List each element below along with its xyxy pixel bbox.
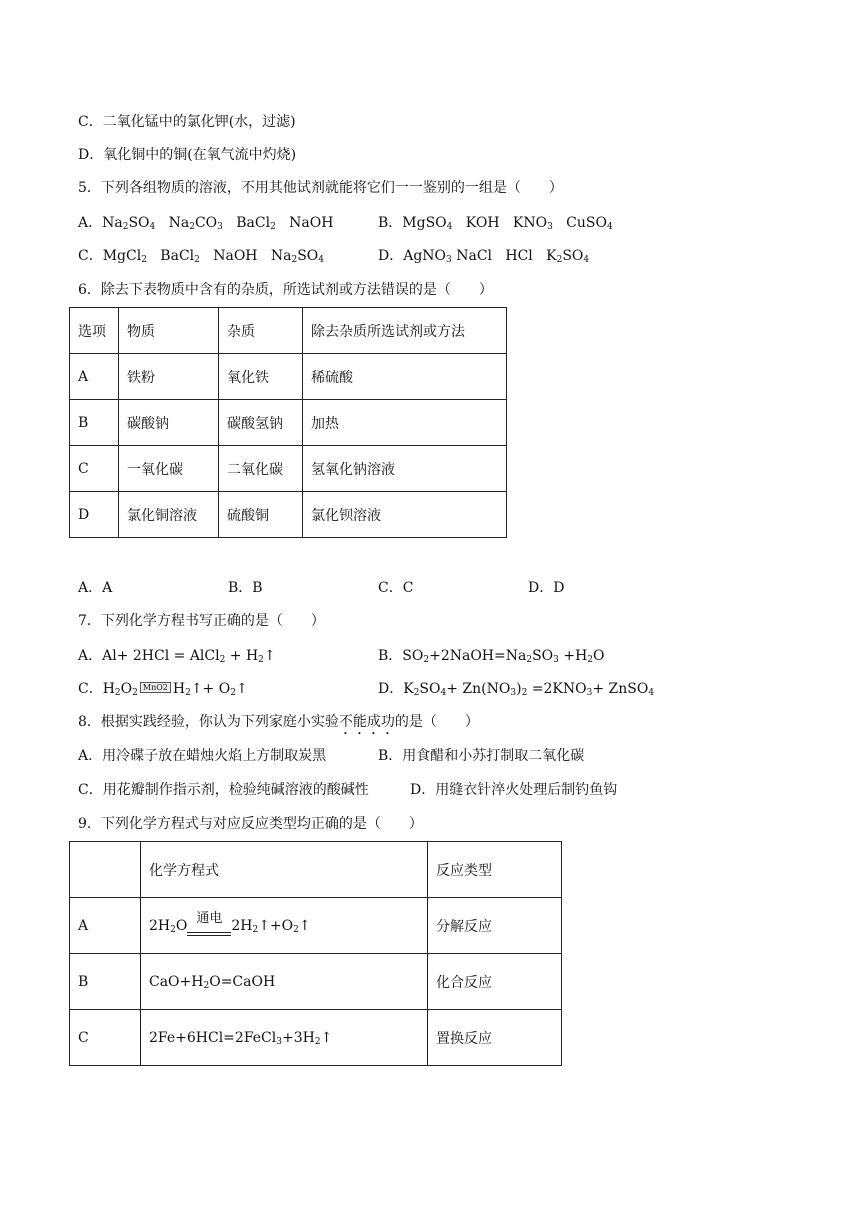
q4-option-d: D．氧化铜中的铜(在氧气流中灼烧) [78, 147, 297, 163]
table-cell: 氯化钡溶液 [303, 492, 507, 538]
q6-table [69, 307, 507, 538]
table-row [70, 400, 507, 446]
table-cell: 加热 [303, 400, 507, 446]
table-cell: C [70, 1010, 141, 1066]
table-cell: 分解反应 [428, 898, 562, 954]
q9-table [69, 841, 562, 1066]
q6-option-d: D．D [528, 580, 565, 596]
electrolysis-condition: 通电 [187, 920, 231, 934]
table-header-row [70, 308, 507, 354]
q8-stem: 8．根据实践经验，你认为下列家庭小实验不能成功的是（ ） [78, 714, 479, 730]
header-cell: 除去杂质所选试剂或方法 [303, 308, 507, 354]
table-cell: 氯化铜溶液 [119, 492, 219, 538]
table-cell: B [70, 954, 141, 1010]
table-row [70, 1010, 562, 1066]
table-cell: 置换反应 [428, 1010, 562, 1066]
table-cell: 碳酸钠 [119, 400, 219, 446]
q8-option-a: A．用冷碟子放在蜡烛火焰上方制取炭黑 [78, 748, 327, 764]
q8-option-c: C．用花瓣制作指示剂，检验纯碱溶液的酸碱性 [78, 782, 369, 798]
q8-option-b: B．用食醋和小苏打制取二氧化碳 [378, 748, 585, 764]
equation-cell: $2H_2O$ 通电 $2H_2↑+O_2↑$ [141, 898, 428, 954]
header-cell: 化学方程式 [141, 842, 428, 898]
table-cell: D [70, 492, 119, 538]
q9-stem: 9．下列化学方程式与对应反应类型均正确的是（ ） [78, 816, 423, 832]
q7-option-d: D．$K_2SO_4+ Zn(NO_3)_2 =2KNO_3+$ ZnSO$_4$ [378, 681, 655, 698]
table-row [70, 446, 507, 492]
emphasis-text: 不能成功 [338, 714, 395, 730]
q6-option-a: A．A [78, 580, 113, 596]
q7-option-b: B．$SO_2+2NaOH=Na_2SO_3 +H_2O$ [378, 648, 605, 665]
q6-stem: 6．除去下表物质中含有的杂质，所选试剂或方法错误的是（ ） [78, 282, 493, 298]
q7-stem: 7．下列化学方程书写正确的是（ ） [78, 613, 325, 629]
header-cell: 杂质 [219, 308, 303, 354]
equation-cell: $CaO+H_2O=CaOH$ [141, 954, 428, 1010]
q5-stem: 5．下列各组物质的溶液，不用其他试剂就能将它们一一鉴别的一组是（ ） [78, 180, 563, 196]
table-row [70, 354, 507, 400]
table-cell: 碳酸氢钠 [219, 400, 303, 446]
header-cell: 反应类型 [428, 842, 562, 898]
table-cell: C [70, 446, 119, 492]
q5-option-c: C．MgCl$_2$ BaCl$_2$ NaOH $Na_2SO_4$ [78, 248, 325, 265]
table-row [70, 492, 507, 538]
q8-option-d: D．用缝衣针淬火处理后制钓鱼钩 [410, 782, 618, 798]
header-cell: 物质 [119, 308, 219, 354]
q6-option-b: B．B [228, 580, 263, 596]
q4-option-c: C．二氧化锰中的氯化钾(水，过滤) [78, 114, 296, 130]
mno2-catalyst-image: MnO2 [140, 682, 171, 693]
header-cell: 选项 [70, 308, 119, 354]
table-cell: A [70, 354, 119, 400]
table-row [70, 898, 562, 954]
table-cell: 化合反应 [428, 954, 562, 1010]
q5-option-a: A．$Na_2SO_4$ $Na_2CO_3$ BaCl$_2$ NaOH [78, 215, 334, 232]
table-cell: 稀硫酸 [303, 354, 507, 400]
table-cell: 铁粉 [119, 354, 219, 400]
table-cell: 硫酸铜 [219, 492, 303, 538]
equation-cell: $2Fe+6HCl=2FeCl_3+3H_2↑$ [141, 1010, 428, 1066]
q5-option-b: B．MgSO$_4$ KOH $KNO_3$ CuSO$_4$ [378, 215, 613, 232]
table-header-row [70, 842, 562, 898]
table-cell: B [70, 400, 119, 446]
header-cell [70, 842, 141, 898]
table-cell: 二氧化碳 [219, 446, 303, 492]
table-cell: 氢氧化钠溶液 [303, 446, 507, 492]
table-cell: A [70, 898, 141, 954]
q7-option-a: A．Al+ 2HCl = AlCl$_2$ + $H_2↑$ [78, 648, 276, 665]
table-cell: 氧化铁 [219, 354, 303, 400]
q6-option-c: C．C [378, 580, 414, 596]
q7-option-c: C．$H_2O_2MnO2$ $H_2↑+$ $O_2↑$ [78, 681, 248, 698]
table-cell: 一氧化碳 [119, 446, 219, 492]
table-row [70, 954, 562, 1010]
q5-option-d: D．AgNO$_3$ NaCl HCl $K_2SO_4$ [378, 248, 590, 265]
